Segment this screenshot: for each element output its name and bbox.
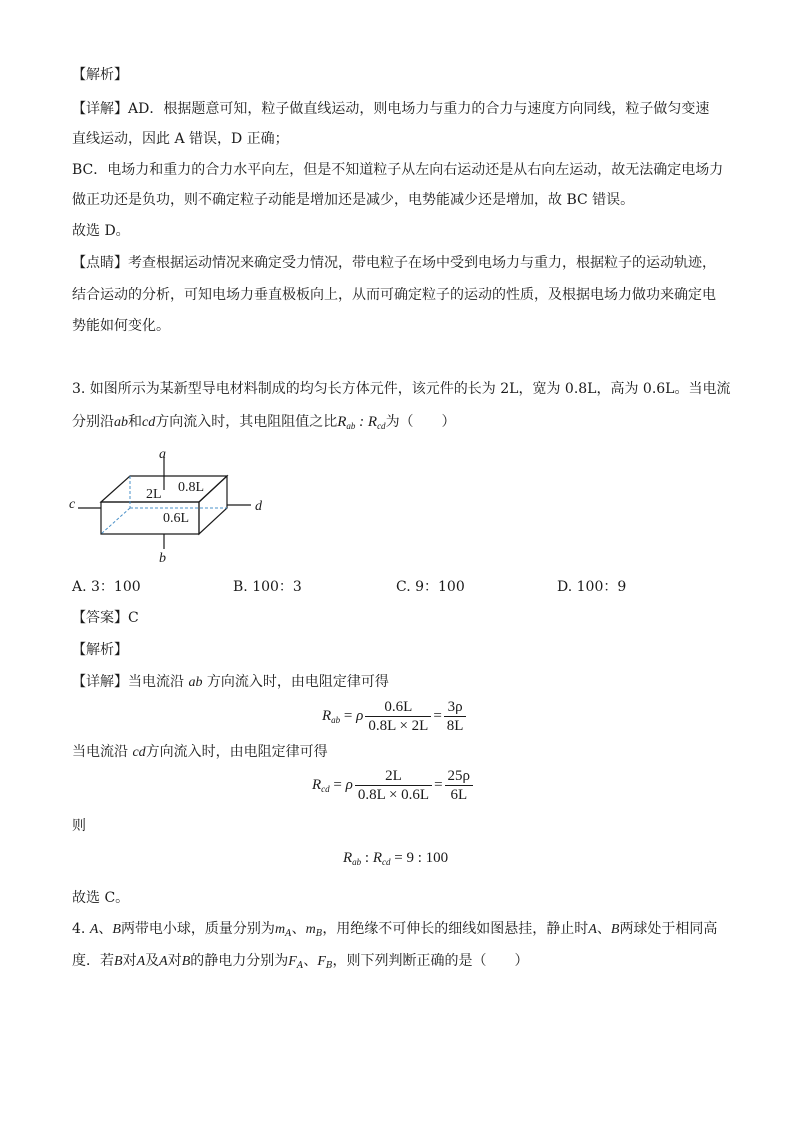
q3-stem-text-c: 方向流入时，其电阻阻值之比 — [155, 414, 338, 430]
q4-ma: m — [274, 922, 286, 937]
q4-sep2: 、 — [291, 921, 306, 937]
q4-text-2f: ，则下列判断正确的是（ ） — [332, 953, 529, 969]
q3-detail-line-1 — [72, 672, 389, 693]
eq3-sub1: ab — [352, 857, 362, 867]
q4-a1: A — [89, 922, 99, 937]
eq1-result-num: 3ρ — [444, 698, 467, 717]
jiexi-label: 【解析】 — [72, 67, 128, 83]
eq3-r1: R — [343, 850, 353, 866]
q3-ratio-expression — [337, 414, 385, 430]
eq1-equals-2: = — [433, 707, 442, 724]
q4-text-2d: 对 — [167, 953, 182, 969]
eq2-result — [445, 767, 474, 804]
q4-sep1: 、 — [98, 921, 113, 937]
q3-detail-text-2a: 当电流沿 — [72, 744, 128, 760]
q4-b1: B — [112, 922, 121, 937]
q3-stem-text-b: 和 — [128, 414, 142, 430]
q4-mb-sub: B — [315, 929, 323, 939]
q3-detail-line-2 — [72, 742, 328, 763]
q4-text-1d: 两球处于相同高 — [619, 921, 718, 937]
eq1-numerator: 0.6L — [365, 698, 431, 717]
eq3-sub2: cd — [382, 857, 391, 867]
equation-rab — [322, 698, 468, 735]
q3-stem-text-a: 分别沿 — [72, 414, 114, 430]
eq2-result-den: 6L — [450, 787, 468, 803]
eq2-equals-2: = — [434, 776, 443, 793]
q4-b4: B — [181, 954, 191, 969]
q2-detail-line-2: 直线运动，因此 A 错误，D 正确； — [72, 131, 289, 147]
q4-fb-sub: B — [325, 961, 333, 971]
r-sub-cd: cd — [377, 421, 386, 431]
hidden-edge-diagonal — [101, 508, 130, 534]
label-width: 0.8L — [178, 480, 205, 495]
option-c: C. 9：100 — [396, 579, 465, 595]
ratio-colon: : — [355, 414, 368, 430]
q3-detail-ab: ab — [188, 675, 203, 690]
q4-num: 4. — [72, 921, 90, 937]
eq2-r: R — [312, 776, 322, 793]
equation-ratio — [343, 850, 448, 867]
q4-stem-line-2 — [72, 951, 529, 976]
q3-stem-line-1: 3. 如图所示为某新型导电材料制成的均匀长方体元件，该元件的长为 2L，宽为 0.8L，高为 0.6L。当电流 — [72, 381, 731, 397]
eq1-equals: = — [343, 707, 353, 724]
eq1-sub: ab — [331, 714, 341, 725]
q4-a4: A — [159, 954, 168, 969]
q4-fa: F — [288, 954, 297, 969]
q4-text-1c: ，用绝缘不可伸长的细线如图悬挂，静止时 — [322, 921, 589, 937]
q2-detail-line-1 — [72, 99, 709, 119]
label-d: d — [255, 499, 262, 514]
eq1-result-den: 8L — [446, 718, 464, 734]
q4-sep4: 、 — [303, 953, 318, 969]
cuboid-figure — [66, 446, 276, 571]
r-symbol-2: R — [367, 414, 378, 430]
label-a: a — [159, 447, 166, 462]
q2-bc-line-2: 做正功还是负功，则不确定粒子动能是增加还是减少，电势能减少还是增加，故 BC 错误。 — [72, 192, 635, 208]
option-b: B. 100：3 — [233, 579, 302, 595]
q3-stem-line-2 — [72, 412, 456, 436]
eq2-rho: ρ — [345, 776, 353, 793]
q3-answer-line — [72, 608, 139, 628]
eq2-result-num: 25ρ — [445, 767, 474, 786]
q4-text-2c: 及 — [145, 953, 160, 969]
eq1-denominator: 0.8L × 2L — [368, 718, 429, 734]
r-symbol: R — [337, 414, 347, 430]
eq2-numerator: 2L — [355, 767, 432, 786]
q4-fb: F — [317, 954, 326, 969]
q4-ma-sub: A — [285, 929, 292, 939]
q2-dianjing-line-2: 结合运动的分析，可知电场力垂直极板向上，从而可确定粒子的运动的性质，及根据电场力做功来确定电 — [72, 287, 716, 303]
answer-label: 【答案】 — [72, 610, 128, 626]
label-c: c — [69, 497, 76, 512]
q4-stem-line-1 — [72, 919, 717, 944]
eq3-r2: R — [372, 850, 383, 866]
q4-b2: B — [610, 922, 620, 937]
q4-b3: B — [114, 954, 123, 969]
q2-dianjing-text-1: 考查根据运动情况来确定受力情况，带电粒子在场中受到电场力与重力，根据粒子的运动轨迹， — [128, 255, 716, 271]
label-length: 2L — [146, 487, 162, 502]
q3-choose: 故选 C。 — [72, 890, 130, 906]
q4-sep3: 、 — [596, 921, 611, 937]
answer-value: C — [128, 610, 139, 626]
eq2-sub: cd — [321, 783, 330, 794]
q2-bc-line-1: BC．电场力和重力的合力水平向左，但是不知道粒子从左向右运动还是从右向左运动，故无法确定电场力 — [72, 162, 724, 178]
eq2-equals: = — [333, 776, 342, 793]
q3-cd: cd — [142, 415, 156, 430]
q4-text-2e: 的静电力分别为 — [190, 953, 289, 969]
q3-detail-text-2b: 方向流入时，由电阻定律可得 — [145, 744, 328, 760]
label-b: b — [159, 551, 166, 566]
q3-ab: ab — [114, 415, 128, 430]
r-sub-ab: ab — [346, 421, 356, 431]
q3-then: 则 — [72, 818, 86, 834]
eq1-fraction — [365, 698, 431, 735]
option-d: D. 100：9 — [557, 579, 627, 595]
q2-dianjing-line-1 — [72, 253, 716, 273]
equation-rcd — [312, 767, 475, 804]
dianjing-label: 【点睛】 — [72, 255, 128, 271]
detail-label: 【详解】 — [72, 101, 128, 117]
q3-detail-text-1a: 当电流沿 — [128, 674, 184, 690]
eq3-result: = 9 : 100 — [390, 850, 449, 866]
eq2-denominator: 0.8L × 0.6L — [357, 787, 430, 803]
q3-stem-text-d: 为（ ） — [385, 414, 456, 430]
eq3-colon: : — [361, 850, 373, 866]
q4-text-2a: 度．若 — [72, 953, 114, 969]
eq1-rho: ρ — [356, 707, 364, 724]
q4-text-1b: 两带电小球，质量分别为 — [120, 921, 275, 937]
q4-fa-sub: A — [296, 961, 304, 971]
q4-a3: A — [136, 954, 146, 969]
q2-choose: 故选 D。 — [72, 223, 130, 239]
q3-detail-cd: cd — [132, 745, 146, 760]
q3-detail-label: 【详解】 — [72, 674, 128, 690]
q2-dianjing-line-3: 势能如何变化。 — [72, 318, 170, 334]
q4-text-2b: 对 — [122, 953, 137, 969]
eq1-result — [444, 698, 467, 735]
q2-detail-text-1: AD．根据题意可知，粒子做直线运动，则电场力与重力的合力与速度方向同线，粒子做匀变速 — [128, 101, 710, 117]
q4-a2: A — [588, 922, 597, 937]
option-a: A. 3：100 — [72, 579, 141, 595]
eq2-fraction — [355, 767, 432, 804]
label-height: 0.6L — [163, 511, 190, 526]
eq1-r: R — [322, 707, 332, 724]
q3-detail-text-1b: 方向流入时，由电阻定律可得 — [206, 674, 389, 690]
q3-jiexi-label: 【解析】 — [72, 642, 128, 658]
q4-mb: m — [305, 922, 316, 937]
